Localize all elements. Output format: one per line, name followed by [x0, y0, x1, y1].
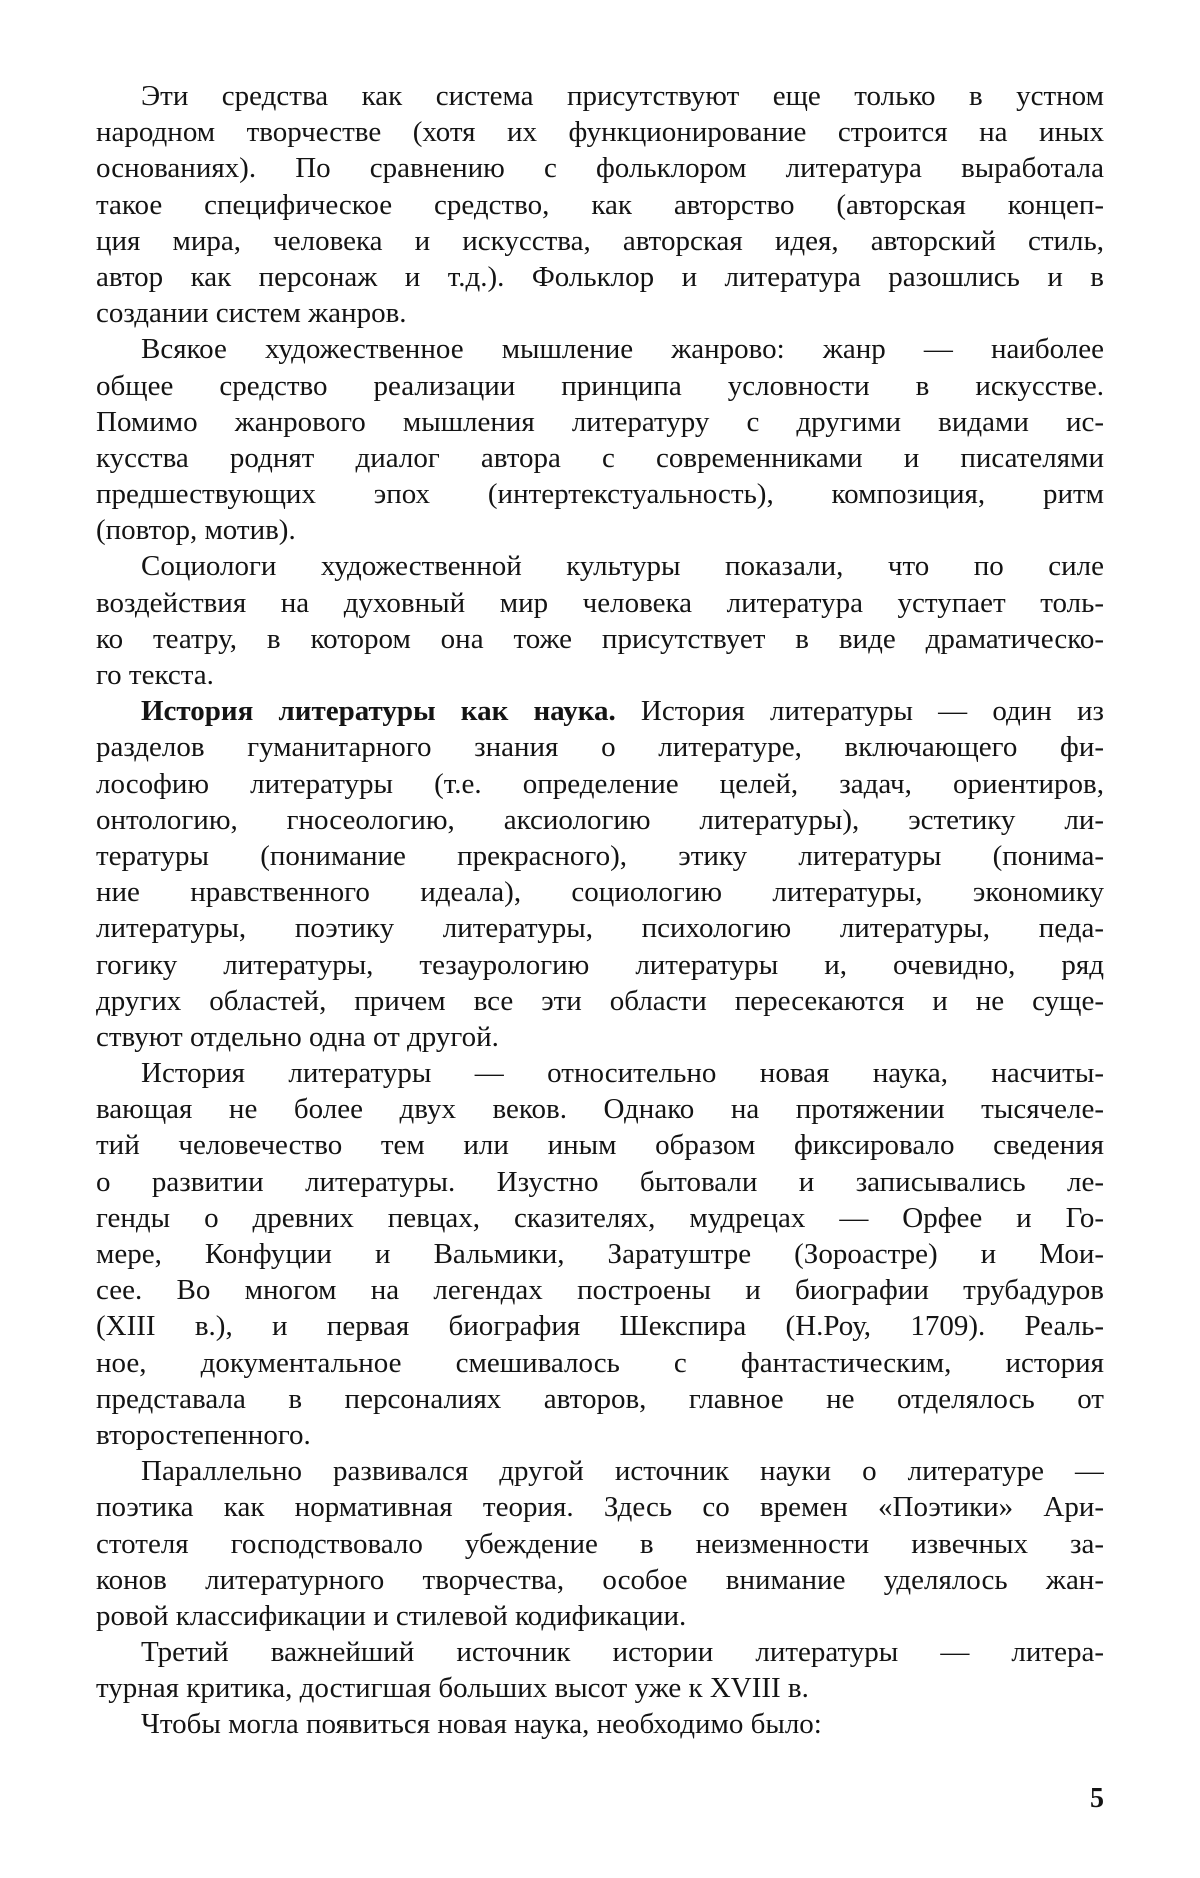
text-line: ное, документальное смешивалось с фантастическим, история	[96, 1346, 1104, 1379]
paragraph	[96, 1453, 1104, 1634]
text-line: автор как персонаж и т.д.). Фольклор и литература разошлись и в	[96, 260, 1104, 293]
paragraph	[96, 1055, 1104, 1453]
text-line: турная критика, достигшая больших высот уже к XVIII в.	[96, 1672, 809, 1705]
text-line: общее средство реализации принципа условности в искусстве.	[96, 369, 1104, 402]
text-line: создании систем жанров.	[96, 297, 407, 330]
text-line: Чтобы могла появиться новая наука, необходимо было:	[141, 1708, 822, 1741]
text-line: тий человечество тем или иным образом фиксировало сведения	[96, 1129, 1104, 1162]
text-line: Параллельно развивался другой источник науки о литературе —	[141, 1455, 1104, 1488]
paragraph	[96, 78, 1104, 331]
text-line: Всякое художественное мышление жанрово: жанр — наиболее	[141, 333, 1104, 366]
text-line: сее. Во многом на легендах построены и биографии трубадуров	[96, 1274, 1104, 1307]
text-line: стотеля господствовало убеждение в неизменности извечных за-	[96, 1527, 1104, 1560]
text-line: ние нравственного идеала), социологию литературы, экономику	[96, 876, 1104, 909]
paragraph	[96, 693, 1104, 1055]
text-line: второстепенного.	[96, 1418, 311, 1451]
text-line: ровой классификации и стилевой кодификации.	[96, 1599, 687, 1632]
text-line: Третий важнейший источник истории литературы — литера-	[141, 1636, 1104, 1669]
text-line: мере, Конфуции и Вальмики, Заратуштре (Зороастре) и Мои-	[96, 1238, 1104, 1270]
text-line: кусства роднят диалог автора с современниками и писателями	[96, 441, 1104, 474]
text-line: основаниях). По сравнению с фольклором литература выработала	[96, 152, 1104, 185]
text-line: воздействия на духовный мир человека литература уступает толь-	[96, 586, 1104, 619]
page-number: 5	[1090, 1783, 1104, 1814]
text-line: конов литературного творчества, особое внимание уделялось жан-	[96, 1563, 1104, 1596]
section-heading: История литературы как наука.	[141, 695, 616, 728]
text-line: других областей, причем все эти области пересекаются и не суще-	[96, 984, 1104, 1017]
text-line: представала в персоналиях авторов, главное не отделялось от	[96, 1382, 1104, 1415]
text-line: Помимо жанрового мышления литературу с другими видами ис-	[96, 405, 1104, 438]
text-line: генды о древних певцах, сказителях, мудрецах — Орфее и Го-	[96, 1201, 1104, 1234]
text-line: ствуют отдельно одна от другой.	[96, 1020, 499, 1053]
text-line: вающая не более двух веков. Однако на протяжении тысячеле-	[96, 1093, 1104, 1126]
text-line: История литературы — относительно новая наука, насчиты-	[141, 1057, 1104, 1090]
paragraph	[96, 548, 1104, 693]
text-line: народном творчестве (хотя их функционирование строится на иных	[96, 116, 1104, 149]
paragraph	[96, 331, 1104, 548]
text-line: предшествующих эпох (интертекстуальность), композиция, ритм	[96, 478, 1104, 511]
text-line: гогику литературы, тезаурологию литературы и, очевидно, ряд	[96, 948, 1104, 981]
text-line: тературы (понимание прекрасного), этику литературы (понима-	[96, 839, 1104, 872]
text-line: онтологию, гносеологию, аксиологию литературы), эстетику ли-	[96, 803, 1104, 836]
heading-line-rest: История литературы — один из	[640, 695, 1104, 728]
text-line: поэтика как нормативная теория. Здесь со времен «Поэтики» Ари-	[96, 1491, 1104, 1524]
text-line: такое специфическое средство, как авторство (авторская концеп-	[96, 188, 1104, 221]
text-line: лософию литературы (т.е. определение целей, задач, ориентиров,	[96, 767, 1104, 800]
text-line: го текста.	[96, 659, 214, 691]
text-line: разделов гуманитарного знания о литературе, включающего фи-	[96, 731, 1104, 764]
page-body	[96, 78, 1104, 1743]
text-line: литературы, поэтику литературы, психологию литературы, педа-	[96, 912, 1104, 945]
paragraph	[96, 1634, 1104, 1706]
text-line: (XIII в.), и первая биография Шекспира (Н.Роу, 1709). Реаль-	[96, 1310, 1104, 1343]
text-line: о развитии литературы. Изустно бытовали и записывались ле-	[96, 1165, 1104, 1198]
text-line: Социологи художественной культуры показали, что по силе	[141, 550, 1104, 583]
text-line: (повтор, мотив).	[96, 514, 296, 547]
text-line	[96, 693, 1104, 729]
text-line: ко театру, в котором она тоже присутствует в виде драматическо-	[96, 622, 1104, 655]
paragraph	[96, 1706, 1104, 1742]
text-line: Эти средства как система присутствуют еще только в устном	[141, 80, 1104, 112]
text-line: ция мира, человека и искусства, авторская идея, авторский стиль,	[96, 224, 1104, 257]
